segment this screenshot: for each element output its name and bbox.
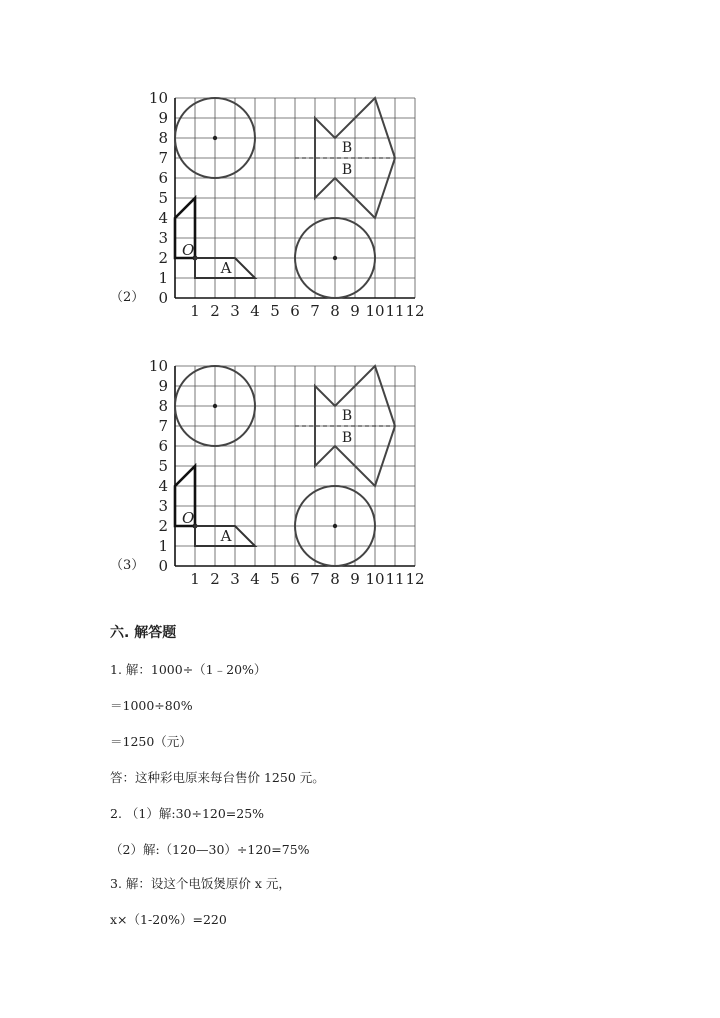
shape-b-label: B: [341, 140, 353, 156]
x-tick-label: 1: [190, 302, 200, 320]
x-tick-label: 4: [250, 302, 260, 320]
x-tick-label: 9: [350, 570, 360, 588]
y-tick-label: 4: [158, 209, 168, 227]
solution-line: 答：这种彩电原来每台售价 1250 元。: [110, 770, 325, 785]
y-tick-label: 9: [158, 109, 168, 127]
solution-line: ＝1000÷80%: [110, 698, 193, 713]
shape-b-label: B: [341, 408, 353, 424]
shape-b-label: B: [341, 162, 353, 178]
solution-line: 1. 解：1000÷（1﹣20%）: [110, 662, 267, 677]
x-tick-label: 3: [230, 570, 240, 588]
x-tick-label: 7: [310, 570, 320, 588]
x-tick-label: 4: [250, 570, 260, 588]
y-tick-label: 3: [158, 497, 168, 515]
figure-2: [110, 88, 440, 328]
x-tick-label: 8: [330, 302, 340, 320]
solution-line: 3. 解：设这个电饭煲原价 x 元，: [110, 876, 291, 891]
point-o-label: O: [182, 241, 195, 259]
y-tick-label: 2: [158, 249, 168, 267]
solution-line: （2）解:（120—30）÷120=75%: [110, 842, 310, 857]
circle-center: [213, 136, 217, 140]
figure-label: （3）: [110, 558, 145, 573]
x-tick-label: 9: [350, 302, 360, 320]
x-tick-label: 11: [385, 570, 405, 588]
section-title: 六. 解答题: [110, 625, 177, 641]
x-tick-label: 1: [190, 570, 200, 588]
x-tick-label: 6: [290, 302, 300, 320]
x-tick-label: 10: [365, 302, 385, 320]
y-tick-label: 8: [158, 397, 168, 415]
circle-center: [333, 256, 337, 260]
figure-3: [110, 356, 440, 596]
x-tick-label: 2: [210, 302, 220, 320]
y-tick-label: 5: [158, 189, 168, 207]
y-tick-label: 6: [158, 169, 168, 187]
y-tick-label: 10: [148, 89, 168, 107]
y-tick-label: 7: [158, 149, 168, 167]
grid-figure: [140, 88, 440, 323]
x-tick-label: 5: [270, 570, 280, 588]
x-tick-label: 12: [405, 570, 425, 588]
x-tick-label: 5: [270, 302, 280, 320]
solution-line: 2. （1）解:30÷120=25%: [110, 806, 265, 821]
y-tick-label: 0: [158, 289, 168, 307]
y-tick-label: 4: [158, 477, 168, 495]
circle-center: [333, 524, 337, 528]
y-tick-label: 0: [158, 557, 168, 575]
shape-a-label: A: [220, 527, 232, 545]
y-tick-label: 6: [158, 437, 168, 455]
point-o-label: O: [182, 509, 195, 527]
solution-line: ＝1250（元）: [110, 734, 192, 749]
grid-figure: [140, 356, 440, 591]
y-tick-label: 7: [158, 417, 168, 435]
x-tick-label: 3: [230, 302, 240, 320]
x-tick-label: 8: [330, 570, 340, 588]
x-tick-label: 2: [210, 570, 220, 588]
figure-label: （2）: [110, 290, 145, 305]
circle-center: [213, 404, 217, 408]
y-tick-label: 5: [158, 457, 168, 475]
shape-b-label: B: [341, 430, 353, 446]
x-tick-label: 6: [290, 570, 300, 588]
y-tick-label: 2: [158, 517, 168, 535]
x-tick-label: 11: [385, 302, 405, 320]
y-tick-label: 1: [158, 269, 168, 287]
y-tick-label: 10: [148, 357, 168, 375]
y-tick-label: 1: [158, 537, 168, 555]
solution-line: x×（1-20%）=220: [110, 912, 227, 927]
x-tick-label: 12: [405, 302, 425, 320]
y-tick-label: 8: [158, 129, 168, 147]
x-tick-label: 7: [310, 302, 320, 320]
y-tick-label: 9: [158, 377, 168, 395]
x-tick-label: 10: [365, 570, 385, 588]
shape-a-label: A: [220, 259, 232, 277]
y-tick-label: 3: [158, 229, 168, 247]
